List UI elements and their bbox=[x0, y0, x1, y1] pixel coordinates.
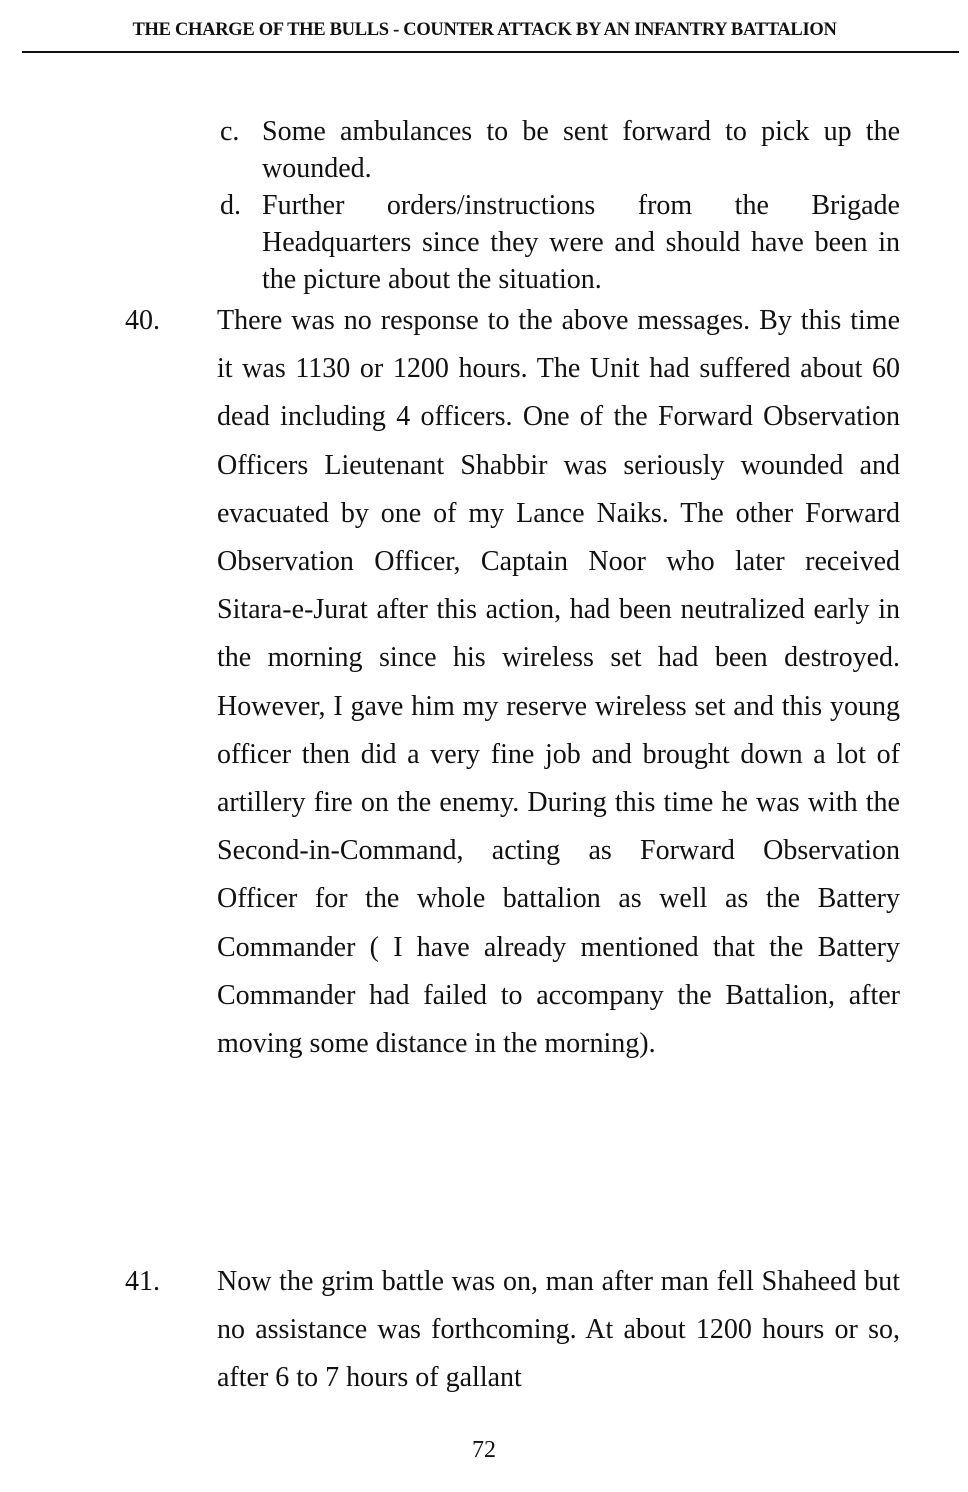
list-item-c bbox=[220, 113, 900, 187]
page-number: 72 bbox=[472, 1437, 496, 1463]
paragraph-number: 41. bbox=[125, 1266, 160, 1297]
running-header: THE CHARGE OF THE BULLS - COUNTER ATTACK BY AN INFANTRY BATTALION bbox=[132, 20, 837, 40]
list-marker: d. bbox=[220, 190, 241, 221]
paragraph-40 bbox=[125, 297, 900, 1068]
header-rule bbox=[22, 51, 959, 53]
paragraph-text: Now the grim battle was on, man after man fell Shaheed but no assistance was forthcoming. At about 1200 hours or so, after 6 to 7 hours of gallant bbox=[217, 1266, 900, 1394]
paragraph-number: 40. bbox=[125, 305, 160, 336]
paragraph-41 bbox=[125, 1258, 900, 1403]
list-item-text: Some ambulances to be sent forward to pick up the wounded. bbox=[262, 116, 900, 184]
list-marker: c. bbox=[220, 116, 240, 147]
paragraph-text: There was no response to the above messages. By this time it was 1130 or 1200 hours. The Unit had suffered about 60 dead including 4 officers. One of the Forward Observation Officers Lieutenant Shabbir was seriously wounded and evacuated by one of my Lance Naiks. The other Forward Observation Officer, Captain Noor who later received Sitara-e-Jurat after this action, had been neutralized early in the morning since his wireless set had been destroyed. However, I gave him my reserve wireless set and this young officer then did a very fine job and brought down a lot of artillery fire on the enemy. During this time he was with the Second-in-Command, acting as Forward Observation Officer for the whole battalion as well as the Battery Commander ( I have already mentioned that the Battery Commander had failed to accompany the Battalion, after moving some distance in the morning). bbox=[217, 305, 900, 1060]
list-item-text: Further orders/instructions from the Brigade Headquarters since they were and should have been in the picture about the situation. bbox=[262, 190, 900, 295]
list-item-d bbox=[220, 187, 900, 298]
